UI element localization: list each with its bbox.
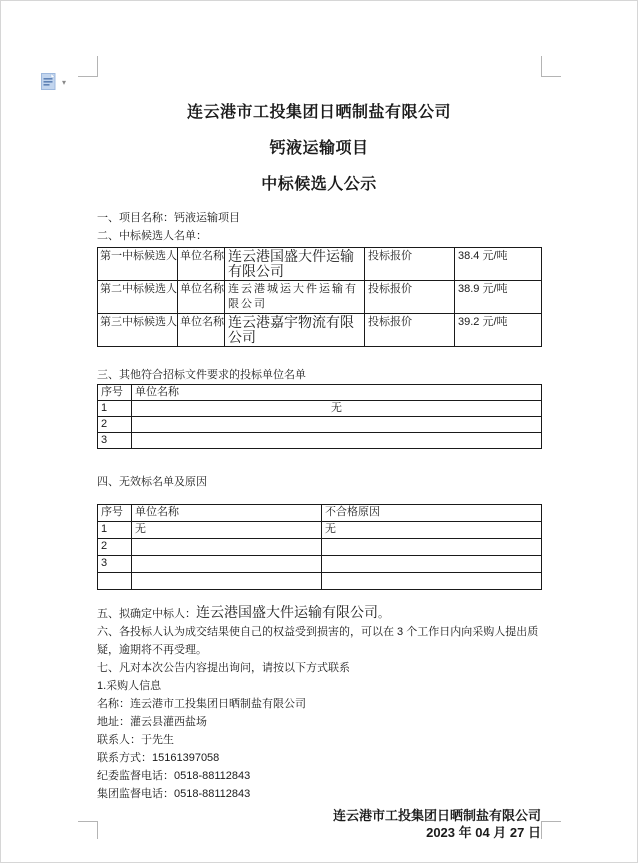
contact-phone: 联系方式：15161397058	[97, 752, 220, 764]
cell-no: 1	[98, 522, 132, 539]
section-2-candidate-list-heading: 二、中标候选人名单：	[97, 230, 207, 242]
table-row	[98, 556, 542, 573]
col-header-no: 序号	[98, 505, 132, 522]
section-4-heading: 四、无效标名单及原因	[97, 476, 207, 488]
cell-rank: 第一中标候选人	[98, 248, 178, 281]
col-header-unit: 单位名称	[132, 505, 322, 522]
cell-rank: 第三中标候选人	[98, 314, 178, 347]
qualified-bidders-table	[97, 384, 542, 449]
table-header-row	[98, 385, 542, 401]
cell-no: 2	[98, 417, 132, 433]
purchaser-name: 名称：连云港市工投集团日晒制盐有限公司	[97, 698, 306, 710]
cell-price: 39.2 元/吨	[455, 314, 542, 347]
cell-price-label: 投标报价	[365, 281, 455, 314]
chevron-down-icon[interactable]: ▾	[62, 78, 67, 87]
contact-person: 联系人：于先生	[97, 734, 174, 746]
table-header-row	[98, 505, 542, 522]
cell-no	[98, 573, 132, 590]
table-row	[98, 573, 542, 590]
signature-date: 2023 年 04 月 27 日	[426, 825, 541, 840]
document-title-company: 连云港市工投集团日晒制盐有限公司	[186, 104, 451, 121]
margin-crop-mark-top-right	[541, 56, 561, 77]
signature-company: 连云港市工投集团日晒制盐有限公司	[332, 808, 541, 823]
table-row	[98, 401, 542, 417]
section-5-winner	[97, 603, 541, 623]
cell-unit: 无	[132, 522, 322, 539]
cell-unit	[132, 573, 322, 590]
cell-company: 连云港国盛大件运输有限公司	[225, 248, 365, 281]
section-6-objection-notice: 六、各投标人认为成交结果使自己的权益受到损害的，可以在 3 个工作日内向采购人提出质疑，逾期将不再受理。	[97, 626, 539, 656]
section-5-label: 五、拟确定中标人：	[97, 608, 196, 620]
cell-unit	[132, 556, 322, 573]
candidate-row-1	[98, 248, 542, 281]
cell-price-label: 投标报价	[365, 314, 455, 347]
closing-paragraphs	[97, 603, 541, 803]
section-3-heading: 三、其他符合招标文件要求的投标单位名单	[97, 369, 306, 381]
cell-company: 连云港嘉宇物流有限公司	[225, 314, 365, 347]
cell-reason	[322, 556, 542, 573]
cell-no: 1	[98, 401, 132, 417]
cell-no: 3	[98, 556, 132, 573]
section-5-period: 。	[378, 608, 389, 620]
table-row	[98, 417, 542, 433]
signature-block	[97, 807, 541, 841]
margin-crop-mark-top-left	[78, 56, 98, 77]
purchaser-info-heading: 1.采购人信息	[97, 680, 162, 692]
cell-rank: 第二中标候选人	[98, 281, 178, 314]
purchaser-address: 地址：灌云县灌西盐场	[97, 716, 207, 728]
table-row	[98, 539, 542, 556]
cell-reason	[322, 573, 542, 590]
document-title-project: 钙液运输项目	[269, 140, 369, 157]
table-row	[98, 433, 542, 449]
cell-price: 38.9 元/吨	[455, 281, 542, 314]
cell-reason: 无	[322, 522, 542, 539]
margin-crop-mark-bottom-left	[78, 821, 98, 839]
cell-unit-label: 单位名称	[178, 281, 225, 314]
document-body	[97, 99, 541, 841]
col-header-no: 序号	[98, 385, 132, 401]
cell-company: 连云港城运大件运输有限公司	[225, 281, 365, 314]
margin-crop-mark-bottom-right	[541, 821, 561, 839]
cell-unit	[132, 417, 542, 433]
cell-unit: 无	[132, 401, 542, 417]
group-supervision-phone: 集团监督电话：0518-88112843	[97, 788, 251, 800]
cell-unit	[132, 539, 322, 556]
invalid-bids-table	[97, 504, 542, 590]
cell-no: 2	[98, 539, 132, 556]
cell-unit-label: 单位名称	[178, 314, 225, 347]
section-1-project-name: 一、项目名称：钙液运输项目	[97, 212, 240, 224]
cell-unit	[132, 433, 542, 449]
discipline-supervision-phone: 纪委监督电话：0518-88112843	[97, 770, 251, 782]
col-header-unit: 单位名称	[132, 385, 542, 401]
candidates-table	[97, 247, 542, 347]
cell-no: 3	[98, 433, 132, 449]
table-row	[98, 522, 542, 539]
col-header-reason: 不合格原因	[322, 505, 542, 522]
section-7-inquiry-notice: 七、凡对本次公告内容提出询问，请按以下方式联系	[97, 662, 350, 674]
paste-options-button[interactable]	[41, 72, 66, 95]
cell-price: 38.4 元/吨	[455, 248, 542, 281]
clipboard-paste-icon	[41, 72, 58, 95]
candidate-row-3	[98, 314, 542, 347]
winner-company-name: 连云港国盛大件运输有限公司	[196, 604, 378, 620]
candidate-row-2	[98, 281, 542, 314]
cell-reason	[322, 539, 542, 556]
document-title-announcement: 中标候选人公示	[261, 176, 377, 193]
cell-unit-label: 单位名称	[178, 248, 225, 281]
cell-price-label: 投标报价	[365, 248, 455, 281]
